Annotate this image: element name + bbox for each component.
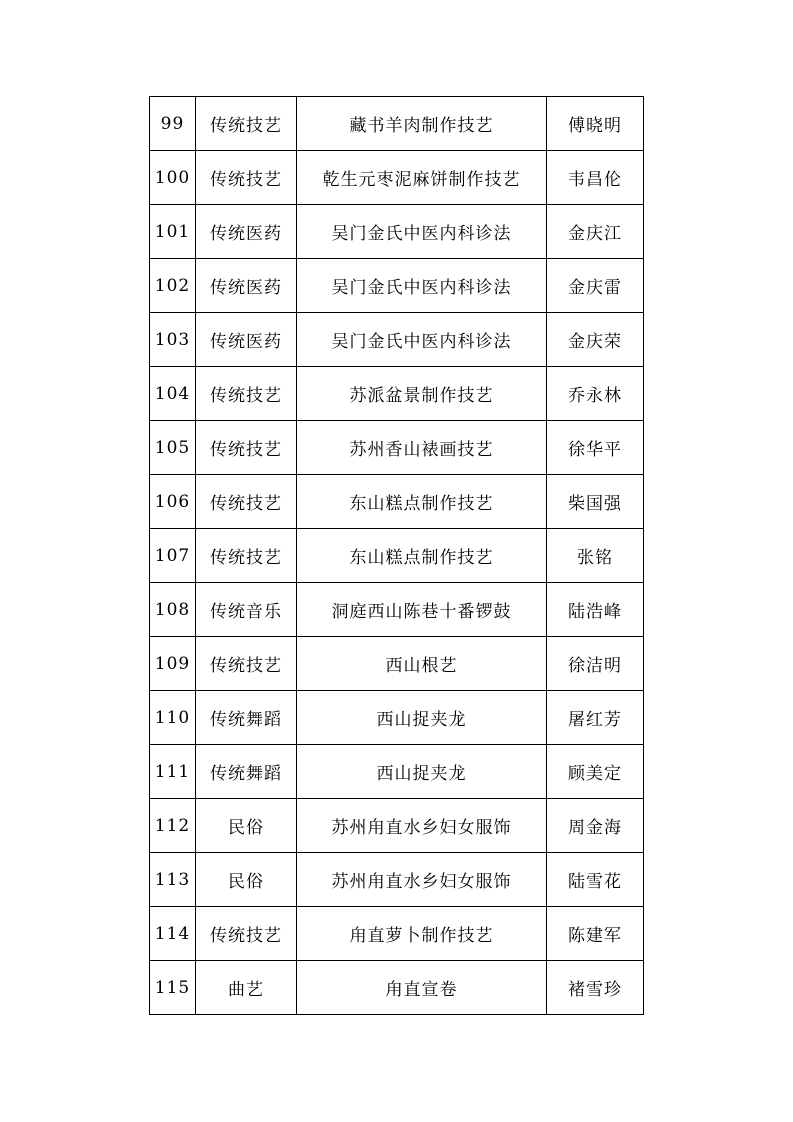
table-row (150, 259, 644, 313)
category-cell: 民俗 (196, 799, 297, 853)
row-number-cell: 104 (150, 367, 196, 421)
row-number-cell: 100 (150, 151, 196, 205)
inheritor-name-cell: 乔永林 (547, 367, 644, 421)
row-number-cell: 103 (150, 313, 196, 367)
inheritor-name-cell: 褚雪珍 (547, 961, 644, 1015)
table-row (150, 691, 644, 745)
table-row (150, 907, 644, 961)
project-name-cell: 苏州香山裱画技艺 (297, 421, 547, 475)
table-row (150, 583, 644, 637)
inheritor-name-cell: 徐洁明 (547, 637, 644, 691)
row-number-cell: 99 (150, 97, 196, 151)
row-number-cell: 111 (150, 745, 196, 799)
category-cell: 传统技艺 (196, 421, 297, 475)
project-name-cell: 西山捉夹龙 (297, 745, 547, 799)
table-row (150, 367, 644, 421)
category-cell: 传统音乐 (196, 583, 297, 637)
row-number-cell: 101 (150, 205, 196, 259)
row-number-cell: 109 (150, 637, 196, 691)
project-name-cell: 西山根艺 (297, 637, 547, 691)
inheritor-table (149, 96, 644, 1015)
inheritor-name-cell: 陆雪花 (547, 853, 644, 907)
table-row (150, 313, 644, 367)
project-name-cell: 东山糕点制作技艺 (297, 529, 547, 583)
row-number-cell: 107 (150, 529, 196, 583)
row-number-cell: 114 (150, 907, 196, 961)
category-cell: 传统技艺 (196, 151, 297, 205)
row-number-cell: 113 (150, 853, 196, 907)
row-number-cell: 108 (150, 583, 196, 637)
project-name-cell: 苏派盆景制作技艺 (297, 367, 547, 421)
category-cell: 传统技艺 (196, 475, 297, 529)
category-cell: 传统舞蹈 (196, 745, 297, 799)
category-cell: 传统技艺 (196, 529, 297, 583)
inheritor-name-cell: 张铭 (547, 529, 644, 583)
project-name-cell: 吴门金氏中医内科诊法 (297, 205, 547, 259)
row-number-cell: 115 (150, 961, 196, 1015)
inheritor-name-cell: 傅晓明 (547, 97, 644, 151)
table-row (150, 529, 644, 583)
project-name-cell: 洞庭西山陈巷十番锣鼓 (297, 583, 547, 637)
inheritor-name-cell: 金庆雷 (547, 259, 644, 313)
inheritor-name-cell: 徐华平 (547, 421, 644, 475)
table-row (150, 745, 644, 799)
table-row (150, 205, 644, 259)
project-name-cell: 苏州甪直水乡妇女服饰 (297, 853, 547, 907)
inheritor-name-cell: 韦昌伦 (547, 151, 644, 205)
row-number-cell: 106 (150, 475, 196, 529)
category-cell: 传统技艺 (196, 637, 297, 691)
category-cell: 传统医药 (196, 205, 297, 259)
table-row (150, 151, 644, 205)
table-body (150, 97, 644, 1015)
project-name-cell: 吴门金氏中医内科诊法 (297, 259, 547, 313)
project-name-cell: 吴门金氏中医内科诊法 (297, 313, 547, 367)
table-row (150, 421, 644, 475)
inheritor-name-cell: 陆浩峰 (547, 583, 644, 637)
row-number-cell: 110 (150, 691, 196, 745)
table-row (150, 475, 644, 529)
category-cell: 曲艺 (196, 961, 297, 1015)
category-cell: 传统技艺 (196, 367, 297, 421)
category-cell: 传统技艺 (196, 97, 297, 151)
inheritor-name-cell: 周金海 (547, 799, 644, 853)
table-row (150, 637, 644, 691)
inheritor-name-cell: 金庆荣 (547, 313, 644, 367)
category-cell: 传统舞蹈 (196, 691, 297, 745)
row-number-cell: 112 (150, 799, 196, 853)
row-number-cell: 105 (150, 421, 196, 475)
project-name-cell: 甪直萝卜制作技艺 (297, 907, 547, 961)
inheritor-name-cell: 顾美定 (547, 745, 644, 799)
inheritor-name-cell: 金庆江 (547, 205, 644, 259)
project-name-cell: 乾生元枣泥麻饼制作技艺 (297, 151, 547, 205)
table-row (150, 853, 644, 907)
project-name-cell: 东山糕点制作技艺 (297, 475, 547, 529)
category-cell: 传统医药 (196, 259, 297, 313)
project-name-cell: 藏书羊肉制作技艺 (297, 97, 547, 151)
project-name-cell: 甪直宣卷 (297, 961, 547, 1015)
row-number-cell: 102 (150, 259, 196, 313)
table-row (150, 961, 644, 1015)
category-cell: 民俗 (196, 853, 297, 907)
project-name-cell: 西山捉夹龙 (297, 691, 547, 745)
inheritor-name-cell: 陈建军 (547, 907, 644, 961)
document-page (149, 96, 644, 1015)
category-cell: 传统技艺 (196, 907, 297, 961)
table-row (150, 799, 644, 853)
inheritor-name-cell: 柴国强 (547, 475, 644, 529)
category-cell: 传统医药 (196, 313, 297, 367)
project-name-cell: 苏州甪直水乡妇女服饰 (297, 799, 547, 853)
inheritor-name-cell: 屠红芳 (547, 691, 644, 745)
table-row (150, 97, 644, 151)
